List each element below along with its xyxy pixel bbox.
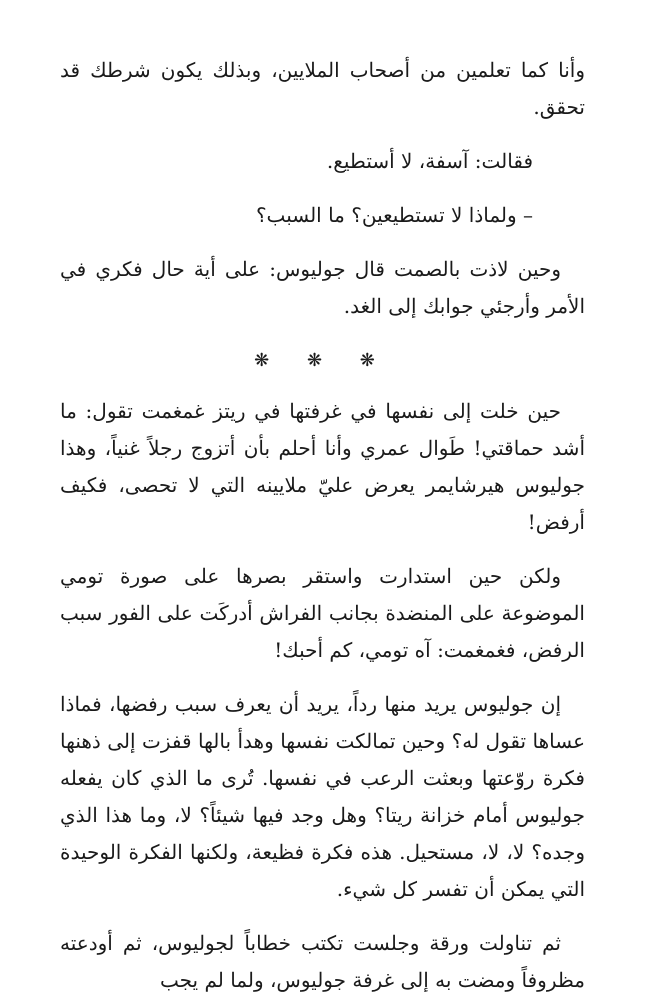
paragraph-why-question: – ولماذا لا تستطيعين؟ ما السبب؟	[255, 203, 533, 227]
paragraph-rita-closet: إن جوليوس يريد منها رداً، يريد أن يعرف سبب رفضها، فماذا عساها تقول له؟ وحين تمالكت نفسها وهدأ بالها قفزت إلى ذهنها فكرة روّعتها وبعثت الرعب في نفسها. تُرى ما الذي كان يفعله جوليوس أمام خزانة ريتا؟ وهل وجد فيها شيئاً؟ لا، وما هذا الذي وجده؟ لا، لا، مستحيل. هذه فكرة فظيعة، ولكنها الفكرة الوحيدة التي يمكن أن تفسر كل شيء.	[60, 692, 585, 901]
paragraph-julius-reply: وحين لاذت بالصمت قال جوليوس: على أية حال فكري في الأمر وأرجئي جوابك إلى الغد.	[60, 257, 585, 318]
paragraph-ritz-room: حين خلت إلى نفسها في غرفتها في ريتز غمغمت تقول: ما أشد حماقتي! طَوال عمري وأنا أحلم بأن أتزوج رجلاً غنياً، وهذا جوليوس هيرشايمر يعرض عليّ ملايينه التي لا تحصى، فكيف أرفض!	[60, 399, 585, 534]
paragraph-apology: فقالت: آسفة، لا أستطيع.	[326, 149, 533, 173]
paragraph-letter: ثم تناولت ورقة وجلست تكتب خطاباً لجوليوس، ثم أودعته مظروفاً ومضت به إلى غرفة جوليوس، ولما لم يجب	[60, 931, 585, 992]
paragraph-condition-fulfilled: وأنا كما تعلمين من أصحاب الملايين، وبذلك يكون شرطك قد تحقق.	[60, 58, 585, 119]
paragraph-tommy-photo: ولكن حين استدارت واستقر بصرها على صورة تومي الموضوعة على المنضدة بجانب الفراش أدركَت على الفور سبب الرفض، فغمغمت: آه تومي، كم أحبك!	[60, 564, 585, 662]
section-separator: ❋ ❋ ❋	[254, 350, 391, 371]
